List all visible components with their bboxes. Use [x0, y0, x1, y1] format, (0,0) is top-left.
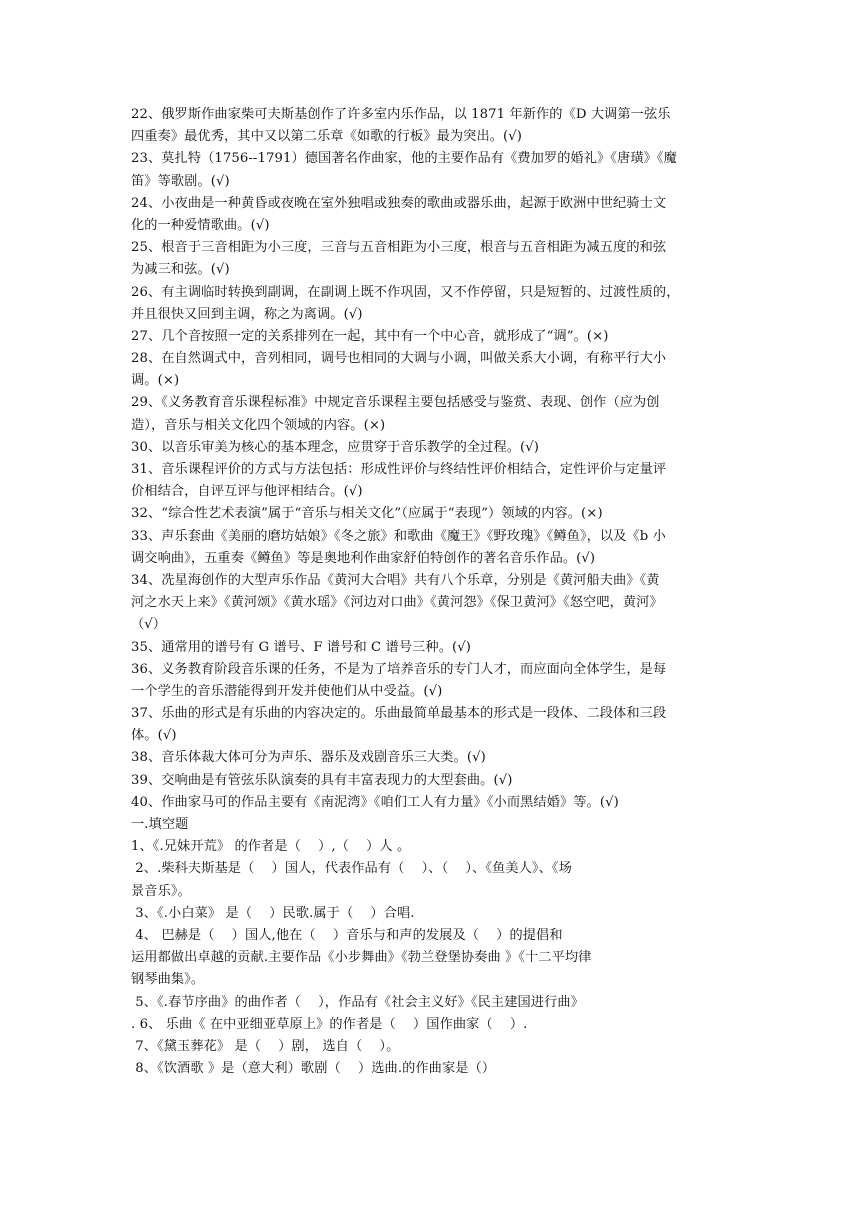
text-line: 笛》等歌剧。(√)	[131, 173, 230, 189]
text-line: 34、冼星海创作的大型声乐作品《黄河大合唱》共有八个乐章，分别是《黄河船夫曲》《黄	[131, 572, 660, 588]
text-line: 23、莫扎特（1756--1791）德国著名作曲家，他的主要作品有《费加罗的婚礼》《唐璜》《魔	[131, 151, 677, 167]
text-line: . 6、 乐曲《 在中亚细亚草原上》的作者是（ ）国作曲家（ ）.	[131, 1016, 528, 1032]
section-heading: 一.填空题	[131, 817, 189, 832]
text-line: 调交响曲》，五重奏《鳟鱼》等是奥地利作曲家舒伯特创作的著名音乐作品。(√)	[131, 550, 596, 566]
text-line: 24、小夜曲是一种黄昏或夜晚在室外独唱或独奏的歌曲或器乐曲，起源于欧洲中世纪骑士文	[131, 195, 667, 211]
document-body	[131, 104, 680, 1080]
text-line: 为减三和弦。(√)	[131, 262, 230, 278]
text-line: 钢琴曲集》。	[131, 972, 205, 988]
text-line: 25、根音于三音相距为小三度，三音与五音相距为小三度，根音与五音相距为减五度的和弦	[131, 240, 667, 256]
text-line: 26、有主调临时转换到副调，在副调上既不作巩固，又不作停留，只是短暂的、过渡性质的，	[131, 284, 680, 300]
text-line: 1、《.兄妹开荒》 的作者是（ ）,（ ）人 。	[131, 839, 411, 855]
text-line: （√）	[131, 617, 167, 633]
text-line: 38、音乐体裁大体可分为声乐、器乐及戏剧音乐三大类。(√)	[131, 750, 486, 766]
text-line: 5、《.春节序曲》的曲作者（ ），作品有《社会主义好》《民主建国进行曲》	[131, 994, 584, 1010]
text-line: 运用都做出卓越的贡献.主要作品《小步舞曲》《勃兰登堡协奏曲 》《十二平均律	[131, 950, 592, 966]
text-line: 27、几个音按照一定的关系排列在一起，其中有一个中心音，就形成了“调”。(×)	[131, 328, 609, 344]
text-line: 造），音乐与相关文化四个领域的内容。(×)	[131, 417, 386, 433]
text-line: 8、《饮酒歌 》是（意大利）歌剧（ ）选曲.的作曲家是（）	[131, 1061, 496, 1077]
text-line: 4、 巴赫是（ ）国人,他在（ ）音乐与和声的发展及（ ）的提倡和	[131, 927, 563, 943]
text-line: 39、交响曲是有管弦乐队演奏的具有丰富表现力的大型套曲。(√)	[131, 772, 513, 788]
text-line: 28、在自然调式中，音列相同，调号也相同的大调与小调，叫做关系大小调，有称平行大小	[131, 351, 667, 367]
text-line: 35、通常用的谱号有 G 谱号、F 谱号和 C 谱号三种。(√)	[131, 639, 471, 655]
text-line: 36、义务教育阶段音乐课的任务，不是为了培养音乐的专门人才，而应面向全体学生，是每	[131, 661, 667, 677]
text-line: 29、《义务教育音乐课程标准》中规定音乐课程主要包括感受与鉴赏、表现、创作（应为创	[131, 395, 660, 411]
text-line: 30、以音乐审美为核心的基本理念，应贯穿于音乐教学的全过程。(√)	[131, 439, 540, 455]
text-line: 体。(√)	[131, 728, 177, 744]
text-line: 40、作曲家马可的作品主要有《南泥湾》《咱们工人有力量》《小而黑结婚》等。(√)	[131, 794, 619, 810]
text-line: 22、俄罗斯作曲家柴可夫斯基创作了许多室内乐作品，以 1871 年新作的《D 大调第一弦乐	[131, 107, 671, 122]
text-line: 调。(×)	[131, 373, 180, 389]
text-line: 四重奏》最优秀，其中又以第二乐章《如歌的行板》最为突出。(√)	[131, 129, 523, 145]
text-line: 33、声乐套曲《美丽的磨坊姑娘》《冬之旅》和歌曲《魔王》《野玫瑰》《鳟鱼》，以及《b 小	[131, 528, 666, 544]
text-line: 河之水天上来》《黄河颂》《黄水瑶》《河边对口曲》《黄河怨》《保卫黄河》《怒空吧，黄河》	[131, 595, 663, 611]
text-line: 并且很快又回到主调，称之为离调。(√)	[131, 306, 363, 322]
text-line: 价相结合，自评互评与他评相结合。(√)	[131, 484, 363, 500]
text-line: 一个学生的音乐潜能得到开发并使他们从中受益。(√)	[131, 683, 443, 699]
text-line: 31、音乐课程评价的方式与方法包括：形成性评价与终结性评价相结合，定性评价与定量评	[131, 462, 667, 477]
text-line: 化的一种爱情歌曲。(√)	[131, 217, 270, 233]
text-line: 7、《黛玉葬花》 是（ ）剧， 选自（ ）。	[131, 1038, 400, 1054]
text-line: 景音乐》。	[131, 883, 191, 899]
text-line: 32、“综合性艺术表演”属于“音乐与相关文化”（应属于“表现”）领域的内容。(×)	[131, 506, 603, 522]
text-line: 2、.柴科夫斯基是（ ）国人，代表作品有（ ）、（ ）、《鱼美人》、《场	[131, 861, 572, 877]
text-line: 3、《.小白菜》 是（ ）民歌.属于（ ）合唱.	[131, 905, 415, 921]
text-line: 37、乐曲的形式是有乐曲的内容决定的。乐曲最简单最基本的形式是一段体、二段体和三段	[131, 706, 667, 722]
